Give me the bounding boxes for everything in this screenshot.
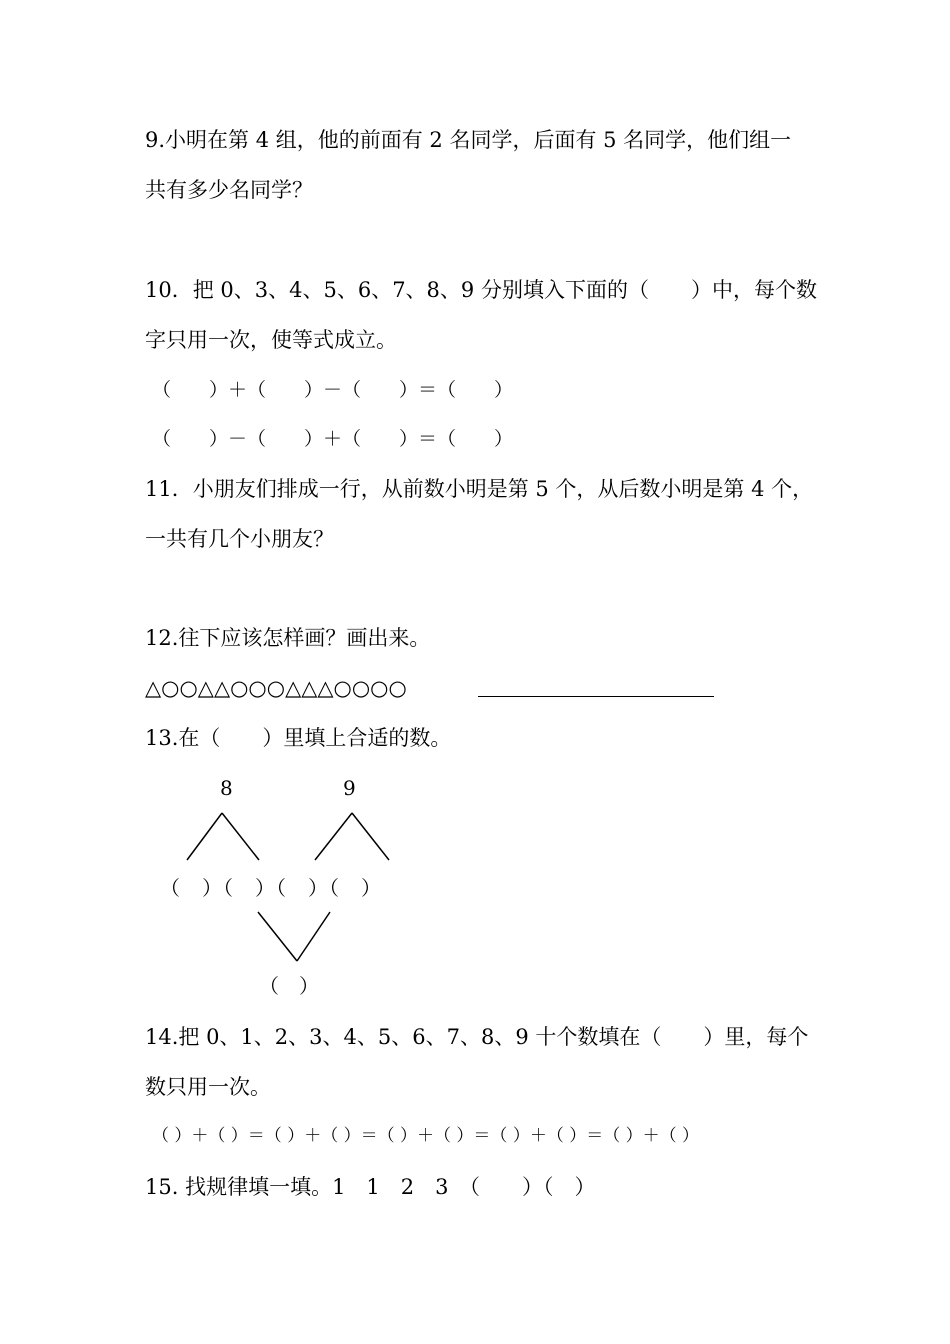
q13-middle-blanks[interactable]: （ ）（ ）（ ）（ ） — [160, 876, 382, 900]
q10-equation-1: （ ）＋（ ）－（ ）＝（ ） — [152, 379, 514, 401]
q14-equation-chain: （ ）＋（ ）＝（ ）＋（ ）＝（ ）＋（ ）＝（ ）＋（ ）＝（ ）＋（ ） — [152, 1126, 700, 1146]
bond-line-8-left — [187, 813, 222, 860]
bond-line-bottom-right — [297, 912, 330, 961]
q13-top-number-9: 9 — [343, 776, 356, 800]
q11-line1: 11．小朋友们排成一行，从前数小明是第 5 个，从后数小明是第 4 个， — [145, 477, 814, 501]
q10-line2: 字只用一次，使等式成立。 — [145, 328, 397, 352]
q9-line2: 共有多少名同学？ — [145, 178, 313, 202]
bond-line-9-left — [315, 813, 352, 860]
q10-equation-2: （ ）－（ ）＋（ ）＝（ ） — [152, 428, 514, 450]
q13-bottom-blank[interactable]: （ ） — [259, 974, 319, 998]
q10-line1: 10．把 0、3、4、5、6、7、8、9 分别填入下面的（ ）中，每个数 — [145, 278, 817, 302]
q12-shape-pattern: △○○△△○○○△△△○○○○ — [145, 676, 407, 700]
bond-line-9-right — [352, 813, 389, 860]
q11-line2: 一共有几个小朋友？ — [145, 527, 334, 551]
q15-line1: 15. 找规律填一填。1 1 2 3 （ ）（ ） — [145, 1175, 596, 1199]
q13-top-number-8: 8 — [220, 776, 233, 800]
q9-line1: 9.小明在第 4 组，他的前面有 2 名同学，后面有 5 名同学，他们组一 — [145, 128, 792, 152]
q13-line1: 13.在（ ）里填上合适的数。 — [145, 726, 452, 750]
q12-line1: 12.往下应该怎样画？画出来。 — [145, 626, 431, 650]
q14-line1: 14.把 0、1、2、3、4、5、6、7、8、9 十个数填在（ ）里，每个 — [145, 1025, 809, 1049]
bond-line-bottom-left — [258, 912, 297, 961]
q14-line2: 数只用一次。 — [145, 1075, 271, 1099]
bond-line-8-right — [222, 813, 259, 860]
